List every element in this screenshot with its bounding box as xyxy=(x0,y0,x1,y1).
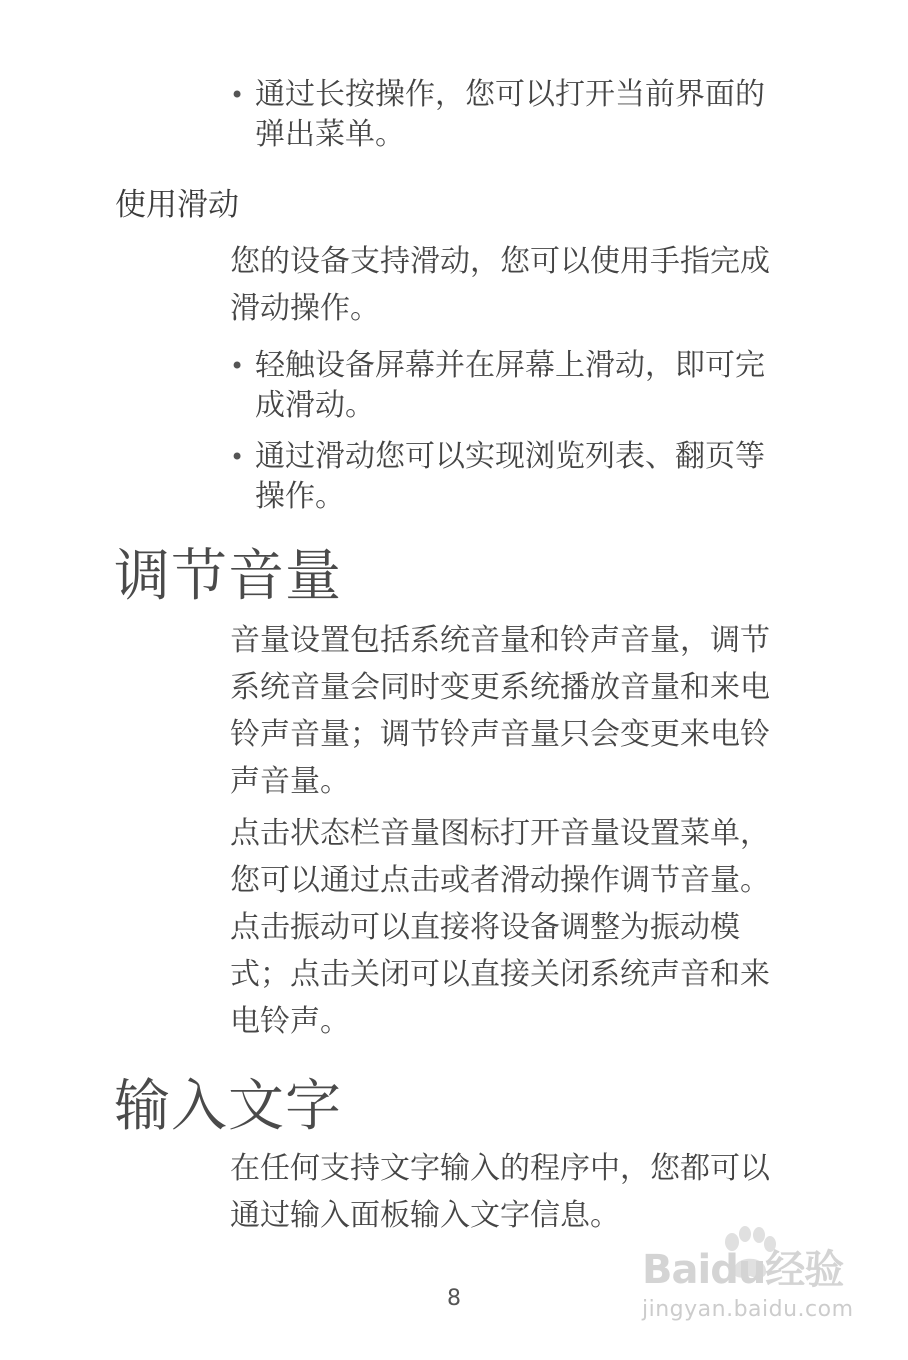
bullet-text: 通过滑动您可以实现浏览列表、翻页等操作。 xyxy=(255,439,765,514)
bullet-text: 通过长按操作，您可以打开当前界面的弹出菜单。 xyxy=(255,77,765,152)
page-number: 8 xyxy=(447,1286,461,1311)
bullet-text: 轻触设备屏幕并在屏幕上滑动，即可完成滑动。 xyxy=(255,348,765,423)
baidu-watermark xyxy=(642,1226,857,1330)
list-item xyxy=(230,346,775,426)
watermark-url: jingyan.baidu.com xyxy=(642,1297,854,1322)
bullet-dot: • xyxy=(230,443,245,471)
swipe-intro-paragraph: 您的设备支持滑动，您可以使用手指完成滑动操作。 xyxy=(230,244,770,326)
input-paragraph: 在任何支持文字输入的程序中，您都可以通过输入面板输入文字信息。 xyxy=(230,1151,770,1233)
bullet-dot: • xyxy=(230,81,245,109)
bullet-dot: • xyxy=(230,352,245,380)
list-item xyxy=(230,75,775,155)
volume-paragraph-1: 音量设置包括系统音量和铃声音量，调节系统音量会同时变更系统播放音量和来电铃声音量；调节铃声音量只会变更来电铃声音量。 xyxy=(230,623,770,799)
list-item xyxy=(230,437,775,517)
baidu-logo-text: Baidu经验 xyxy=(642,1247,844,1293)
section-heading-volume: 调节音量 xyxy=(114,544,342,609)
volume-paragraph-2: 点击状态栏音量图标打开音量设置菜单，您可以通过点击或者滑动操作调节音量。点击振动可以直接将设备调整为振动模式；点击关闭可以直接关闭系统声音和来电铃声。 xyxy=(230,816,770,1039)
section-heading-input: 输入文字 xyxy=(114,1074,342,1139)
section-subtitle-swipe: 使用滑动 xyxy=(115,187,239,223)
